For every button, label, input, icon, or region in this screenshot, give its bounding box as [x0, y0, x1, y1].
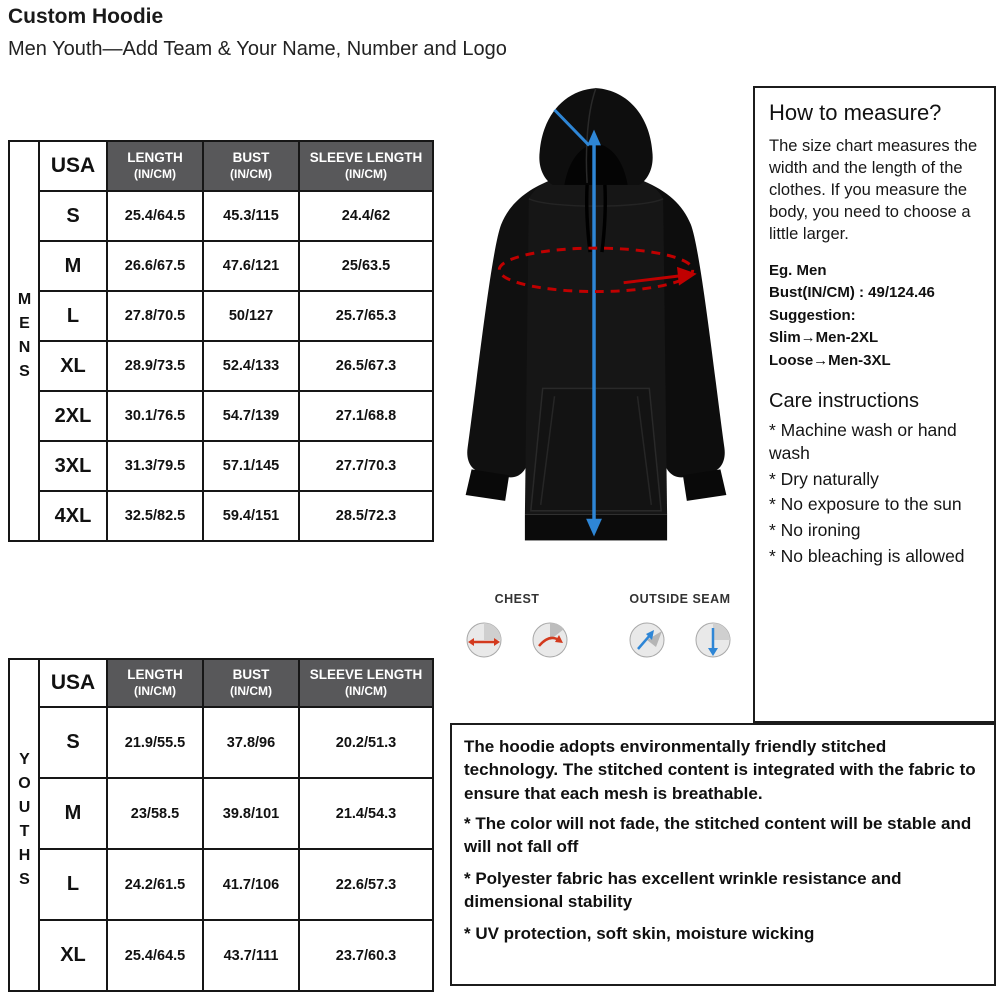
sleeve-value: 22.6/57.3 — [299, 849, 433, 920]
fabric-info-bullet: * Polyester fabric has excellent wrinkle resistance and dimensional stability — [464, 869, 902, 912]
sleeve-value: 26.5/67.3 — [299, 341, 433, 391]
youths-group-label: YOUTHS — [16, 750, 33, 895]
length-value: 30.1/76.5 — [107, 391, 203, 441]
example-line: Suggestion: — [769, 306, 856, 324]
length-value: 28.9/73.5 — [107, 341, 203, 391]
chest-measure-group — [452, 592, 582, 660]
sleeve-value: 27.7/70.3 — [299, 441, 433, 491]
col-header-bust — [203, 141, 299, 191]
length-value: 25.4/64.5 — [107, 191, 203, 241]
table-row — [9, 441, 433, 491]
col-header-bust-unit: (IN/CM) — [230, 167, 272, 181]
how-to-measure-heading: How to measure? — [769, 100, 942, 125]
bust-value: 45.3/115 — [203, 191, 299, 241]
length-value: 32.5/82.5 — [107, 491, 203, 541]
col-header-bust-label: BUST — [232, 149, 270, 165]
care-item: * No exposure to the sun — [769, 494, 962, 515]
bust-value: 52.4/133 — [203, 341, 299, 391]
table-header-row — [9, 659, 433, 707]
col-header-usa: USA — [39, 141, 107, 191]
table-row — [9, 241, 433, 291]
col-header-length-label: LENGTH — [127, 149, 183, 165]
col-header-sleeve — [299, 141, 433, 191]
col-header-length-unit: (IN/CM) — [134, 167, 176, 181]
size-label: 4XL — [39, 491, 107, 541]
care-instructions-heading: Care instructions — [769, 390, 920, 413]
size-label: M — [39, 241, 107, 291]
col-header-sleeve-label: SLEEVE LENGTH — [309, 666, 423, 682]
col-header-length-label: LENGTH — [127, 666, 183, 682]
outside-seam-label: OUTSIDE SEAM — [629, 592, 731, 606]
bust-value: 59.4/151 — [203, 491, 299, 541]
mens-size-table — [8, 140, 434, 542]
seam-length-icon — [693, 620, 733, 660]
size-label: XL — [39, 920, 107, 991]
seam-fold-icon — [627, 620, 667, 660]
size-label: S — [39, 707, 107, 778]
bust-value: 50/127 — [203, 291, 299, 341]
length-value: 26.6/67.5 — [107, 241, 203, 291]
youths-group-cell — [9, 659, 39, 991]
chest-label: CHEST — [494, 592, 540, 606]
col-header-usa: USA — [39, 659, 107, 707]
sleeve-value: 20.2/51.3 — [299, 707, 433, 778]
col-header-length-unit: (IN/CM) — [134, 684, 176, 698]
outside-seam-group — [605, 592, 755, 660]
measure-example — [769, 260, 982, 373]
length-value: 21.9/55.5 — [107, 707, 203, 778]
size-label: 3XL — [39, 441, 107, 491]
size-label: L — [39, 291, 107, 341]
sleeve-value: 21.4/54.3 — [299, 778, 433, 849]
col-header-bust-unit: (IN/CM) — [230, 684, 272, 698]
sleeve-value: 28.5/72.3 — [299, 491, 433, 541]
table-row — [9, 920, 433, 991]
bust-value: 47.6/121 — [203, 241, 299, 291]
size-label: L — [39, 849, 107, 920]
care-item: * Dry naturally — [769, 468, 879, 489]
youths-size-table — [8, 658, 434, 992]
how-to-measure-panel — [753, 86, 996, 723]
example-line: Eg. Men — [769, 261, 827, 279]
table-row — [9, 191, 433, 241]
col-header-sleeve-unit: (IN/CM) — [345, 684, 387, 698]
col-header-bust-label: BUST — [232, 666, 270, 682]
how-to-measure-body: The size chart measures the width and the length of the clothes. If you measure the body, you need to choose a little larger. — [769, 137, 978, 243]
fabric-info-panel — [450, 723, 996, 986]
bust-value: 41.7/106 — [203, 849, 299, 920]
fabric-info-bullet: * The color will not fade, the stitched content will be stable and will not fall off — [464, 814, 972, 857]
col-header-bust — [203, 659, 299, 707]
length-value: 25.4/64.5 — [107, 920, 203, 991]
example-line: Slim→Men-2XL — [769, 329, 879, 347]
length-value: 24.2/61.5 — [107, 849, 203, 920]
mens-group-label: MENS — [16, 290, 33, 387]
chest-wrap-icon — [530, 620, 570, 660]
col-header-length — [107, 659, 203, 707]
mens-group-cell — [9, 141, 39, 541]
size-label: 2XL — [39, 391, 107, 441]
table-row — [9, 341, 433, 391]
page-title: Custom Hoodie — [8, 5, 164, 28]
table-row — [9, 491, 433, 541]
hoodie-illustration — [438, 80, 754, 594]
size-label: M — [39, 778, 107, 849]
table-row — [9, 391, 433, 441]
chest-width-icon — [464, 620, 504, 660]
col-header-length — [107, 141, 203, 191]
sleeve-value: 23.7/60.3 — [299, 920, 433, 991]
sleeve-value: 25.7/65.3 — [299, 291, 433, 341]
bust-value: 54.7/139 — [203, 391, 299, 441]
page-subtitle: Men Youth—Add Team & Your Name, Number and Logo — [8, 38, 507, 60]
fabric-info-intro: The hoodie adopts environmentally friendly stitched technology. The stitched content is integrated with the fabric to ensure that each mesh is breathable. — [464, 737, 976, 803]
table-row — [9, 778, 433, 849]
size-label: XL — [39, 341, 107, 391]
col-header-sleeve — [299, 659, 433, 707]
table-row — [9, 707, 433, 778]
fabric-info-bullet: * UV protection, soft skin, moisture wicking — [464, 924, 815, 944]
sleeve-value: 24.4/62 — [299, 191, 433, 241]
bust-value: 39.8/101 — [203, 778, 299, 849]
sleeve-value: 27.1/68.8 — [299, 391, 433, 441]
care-item: * Machine wash or hand wash — [769, 420, 957, 463]
length-value: 23/58.5 — [107, 778, 203, 849]
sleeve-value: 25/63.5 — [299, 241, 433, 291]
table-row — [9, 291, 433, 341]
example-line: Bust(IN/CM) : 49/124.46 — [769, 284, 935, 302]
col-header-sleeve-label: SLEEVE LENGTH — [309, 149, 423, 165]
care-item: * No bleaching is allowed — [769, 545, 965, 566]
bust-value: 43.7/111 — [203, 920, 299, 991]
table-row — [9, 849, 433, 920]
example-line: Loose→Men-3XL — [769, 351, 891, 369]
col-header-sleeve-unit: (IN/CM) — [345, 167, 387, 181]
bust-value: 57.1/145 — [203, 441, 299, 491]
bust-value: 37.8/96 — [203, 707, 299, 778]
size-label: S — [39, 191, 107, 241]
length-value: 31.3/79.5 — [107, 441, 203, 491]
table-header-row — [9, 141, 433, 191]
hoodie-product-image — [438, 80, 754, 594]
care-item: * No ironing — [769, 520, 861, 541]
length-value: 27.8/70.5 — [107, 291, 203, 341]
